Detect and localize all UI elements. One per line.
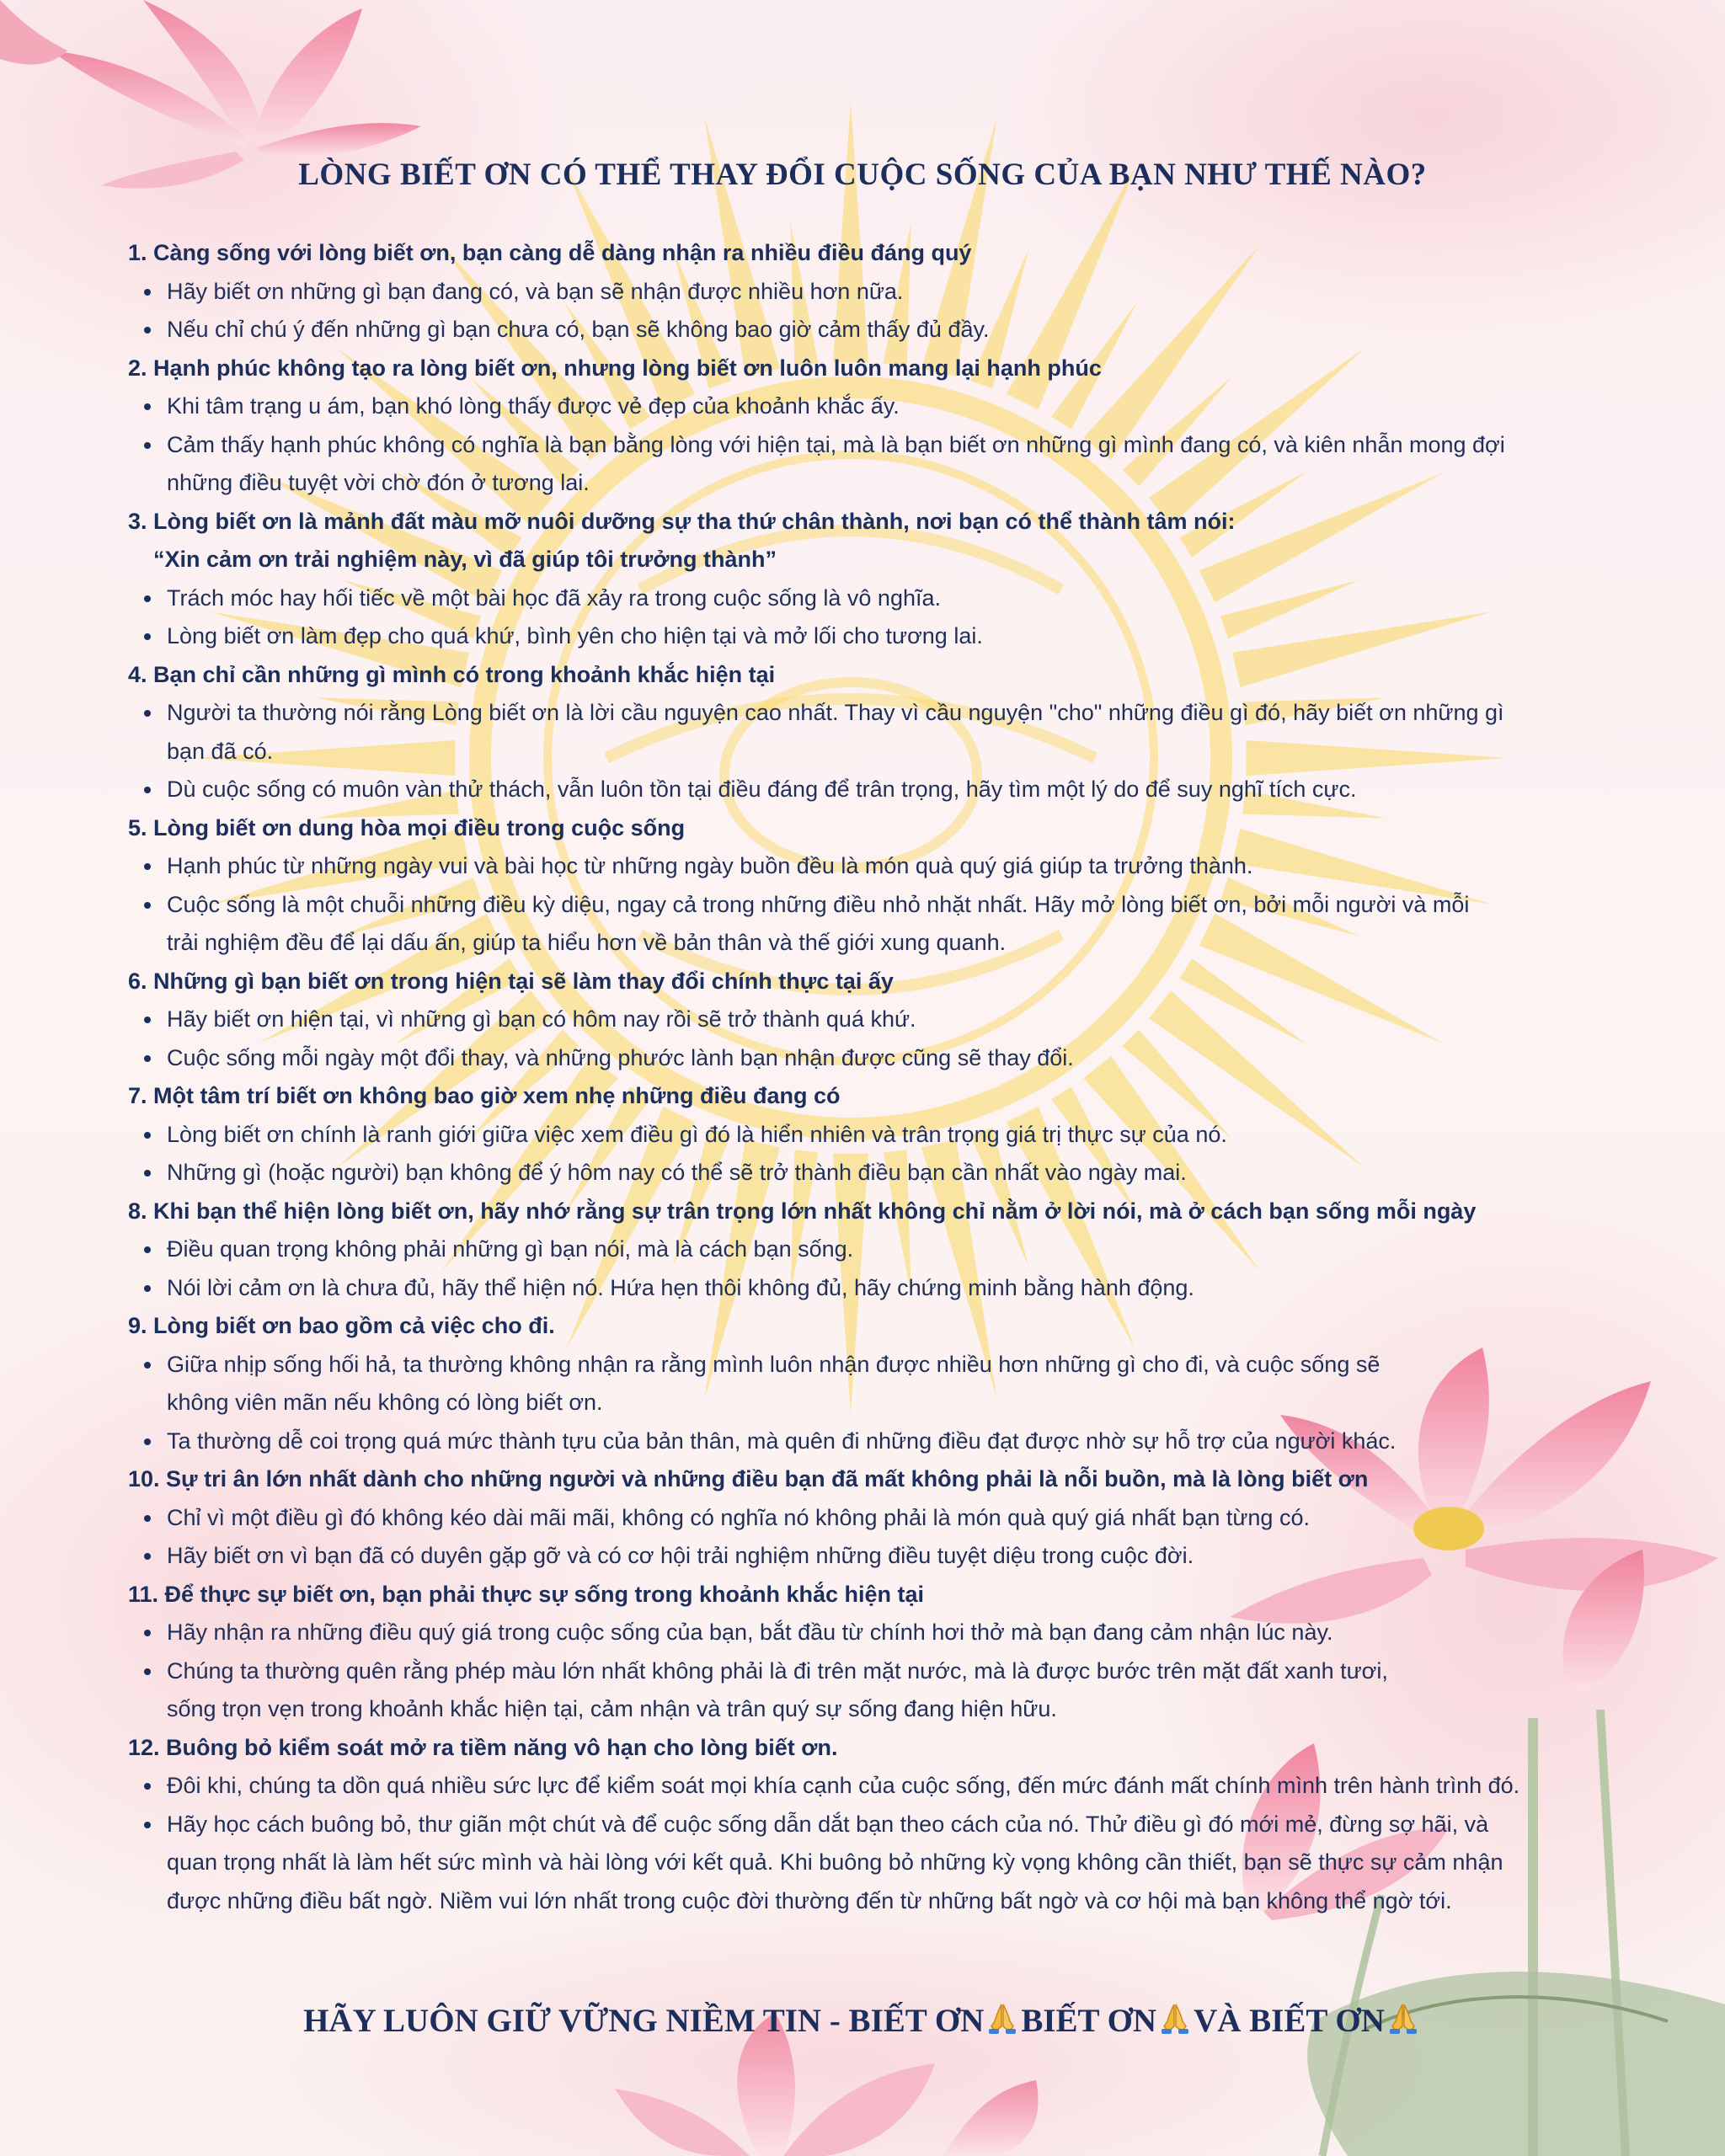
section-heading: 9. Lòng biết ơn bao gồm cả việc cho đi. (128, 1313, 555, 1338)
bullet-item (128, 1346, 1610, 1422)
bullet-line: Lòng biết ơn chính là ranh giới giữa việc xem điều gì đó là hiển nhiên và trân trọng giá trị thực sự của nó. (167, 1121, 1227, 1147)
bullet-line: Lòng biết ơn làm đẹp cho quá khứ, bình yên cho hiện tại và mở lối cho tương lai. (167, 623, 983, 648)
bullet-item (128, 1652, 1610, 1729)
bullet-line: bạn đã có. (167, 738, 274, 764)
bullet-line: Ta thường dễ coi trọng quá mức thành tựu của bản thân, mà quên đi những điều đạt được nhờ sự hỗ trợ của người khác. (167, 1428, 1397, 1454)
bullet-item (128, 1269, 1610, 1308)
bullet-line: Cảm thấy hạnh phúc không có nghĩa là bạn bằng lòng với hiện tại, mà là bạn biết ơn những gì mình đang có, và kiên nhẫn mong đợi (167, 431, 1505, 457)
bullet-line: Dù cuộc sống có muôn vàn thử thách, vẫn luôn tồn tại điều đáng để trân trọng, hãy tìm một lý do để suy nghĩ tích cực. (167, 776, 1357, 802)
bullet-line: Hãy học cách buông bỏ, thư giãn một chút và để cuộc sống dẫn dắt bạn theo cách của nó. Thử điều gì đó mới mẻ, đừng sợ hãi, và (167, 1811, 1489, 1837)
bullet-item (128, 273, 1610, 312)
section-heading: 3. Lòng biết ơn là mảnh đất màu mỡ nuôi dưỡng sự tha thứ chân thành, nơi bạn có thể thành tâm nói: (128, 508, 1236, 534)
section-heading: 11. Để thực sự biết ơn, bạn phải thực sự sống trong khoảnh khắc hiện tại (128, 1581, 925, 1607)
bullet-item (128, 886, 1610, 963)
bullet-line: Nói lời cảm ơn là chưa đủ, hãy thể hiện nó. Hứa hẹn thôi không đủ, hãy chứng minh bằng hành động. (167, 1274, 1194, 1300)
bullet-line: Trách móc hay hối tiếc về một bài học đã xảy ra trong cuộc sống là vô nghĩa. (167, 584, 941, 611)
bullet-line: trải nghiệm đều để lại dấu ấn, giúp ta hiểu hơn về bản thân và thế giới xung quanh. (167, 930, 1007, 955)
bullet-item (128, 1230, 1610, 1269)
page-title: LÒNG BIẾT ƠN CÓ THỂ THAY ĐỔI CUỘC SỐNG CỦA BẠN NHƯ THẾ NÀO? (298, 157, 1427, 192)
bullet-item (128, 771, 1610, 809)
section-heading: 6. Những gì bạn biết ơn trong hiện tại sẽ làm thay đổi chính thực tại ấy (128, 968, 894, 994)
bullet-item (128, 1767, 1610, 1806)
bullet-line: được những điều bất ngờ. Niềm vui lớn nhất trong cuộc đời thường đến từ những bất ngờ và cơ hội mà bạn không thể ngờ tới. (167, 1887, 1452, 1913)
bullet-item (128, 1116, 1610, 1155)
section-heading: 4. Bạn chỉ cần những gì mình có trong khoảnh khắc hiện tại (128, 661, 776, 687)
bullet-line: Người ta thường nói rằng Lòng biết ơn là lời cầu nguyện cao nhất. Thay vì cầu nguyện "cho" những điều gì đó, hãy biết ơn những gì (167, 700, 1504, 725)
bullet-line: Hãy nhận ra những điều quý giá trong cuộc sống của bạn, bắt đầu từ chính hơi thở mà bạn đang cảm nhận lúc này. (167, 1620, 1333, 1645)
bullet-item (128, 1422, 1610, 1461)
bullet-line: những điều tuyệt vời chờ đón ở tương lai. (167, 470, 590, 495)
footer-text-3: VÀ BIẾT ƠN (1194, 2003, 1385, 2039)
praying-hands-icon (985, 2001, 1019, 2043)
bullet-line: Cuộc sống là một chuỗi những điều kỳ diệu, ngay cả trong những điều nhỏ nhặt nhất. Hãy mở lòng biết ơn, bởi mỗi người và mỗi (167, 891, 1470, 917)
bullet-item (128, 387, 1610, 426)
bullet-item (128, 1039, 1610, 1078)
footer-text-1: HÃY LUÔN GIỮ VỮNG NIỀM TIN - BIẾT ƠN (303, 2003, 985, 2039)
bullet-line: Điều quan trọng không phải những gì bạn nói, mà là cách bạn sống. (167, 1236, 854, 1262)
bullet-line: Đôi khi, chúng ta dồn quá nhiều sức lực để kiểm soát mọi khía cạnh của cuộc sống, đến mức đánh mất chính mình trên hành trình đó. (167, 1773, 1520, 1798)
bullet-line: Hãy biết ơn vì bạn đã có duyên gặp gỡ và có cơ hội trải nghiệm những điều tuyệt diệu trong cuộc đời. (167, 1543, 1194, 1568)
footer-text-2: BIẾT ƠN (1021, 2003, 1157, 2039)
section-heading: 2. Hạnh phúc không tạo ra lòng biết ơn, nhưng lòng biết ơn luôn luôn mang lại hạnh phúc (128, 355, 1102, 381)
bullet-line: Hãy biết ơn những gì bạn đang có, và bạn sẽ nhận được nhiều hơn nữa. (167, 278, 904, 304)
bullet-item (128, 847, 1610, 886)
praying-hands-icon (1386, 2001, 1420, 2043)
bullet-item (128, 694, 1610, 771)
bullet-line: Hạnh phúc từ những ngày vui và bài học từ những ngày buồn đều là món quà quý giá giúp ta trưởng thành. (167, 853, 1253, 878)
section-heading: 12. Buông bỏ kiểm soát mở ra tiềm năng vô hạn cho lòng biết ơn. (128, 1734, 838, 1760)
footer-slogan (0, 2001, 1725, 2043)
bullet-line: không viên mãn nếu không có lòng biết ơn. (167, 1390, 603, 1415)
bullet-item (128, 1537, 1610, 1576)
bullet-line: Cuộc sống mỗi ngày một đổi thay, và những phước lành bạn nhận được cũng sẽ thay đổi. (167, 1044, 1074, 1070)
bullet-line: Hãy biết ơn hiện tại, vì những gì bạn có hôm nay rồi sẽ trở thành quá khứ. (167, 1006, 916, 1032)
bullet-item (128, 1614, 1610, 1652)
bullet-item (128, 311, 1610, 350)
bullet-item (128, 617, 1610, 656)
bullet-line: Chỉ vì một điều gì đó không kéo dài mãi mãi, không có nghĩa nó không phải là món quà quý giá nhất bạn từng có. (167, 1504, 1310, 1530)
section-heading-quote: “Xin cảm ơn trải nghiệm này, vì đã giúp tôi trưởng thành” (153, 547, 777, 572)
section-heading: 1. Càng sống với lòng biết ơn, bạn càng dễ dàng nhận ra nhiều điều đáng quý (128, 240, 972, 265)
section-heading: 5. Lòng biết ơn dung hòa mọi điều trong cuộc sống (128, 814, 686, 841)
section-heading: 7. Một tâm trí biết ơn không bao giờ xem nhẹ những điều đang có (128, 1083, 841, 1108)
praying-hands-icon (1158, 2001, 1192, 2043)
bullet-item (128, 1499, 1610, 1538)
bullet-item (128, 426, 1610, 503)
section-heading: 8. Khi bạn thể hiện lòng biết ơn, hãy nhớ rằng sự trân trọng lớn nhất không chỉ nằm ở lời nói, mà ở cách bạn sống mỗi ngày (128, 1198, 1477, 1224)
bullet-line: Giữa nhịp sống hối hả, ta thường không nhận ra rằng mình luôn nhận được nhiều hơn những gì cho đi, và cuộc sống sẽ (167, 1351, 1381, 1377)
bullet-line: quan trọng nhất là làm hết sức mình và hài lòng với kết quả. Khi buông bỏ những kỳ vọng không cần thiết, bạn sẽ thực sự cảm nhận (167, 1849, 1503, 1875)
bullet-line: sống trọn vẹn trong khoảnh khắc hiện tại, cảm nhận và trân quý sự sống đang hiện hữu. (167, 1696, 1057, 1721)
gratitude-list (128, 234, 1610, 1920)
bullet-item (128, 1001, 1610, 1039)
bullet-line: Khi tâm trạng u ám, bạn khó lòng thấy được vẻ đẹp của khoảnh khắc ấy. (167, 393, 900, 419)
bullet-item (128, 1806, 1610, 1921)
section-heading: 10. Sự tri ân lớn nhất dành cho những người và những điều bạn đã mất không phải là nỗi buồn, mà là lòng biết ơn (128, 1466, 1369, 1492)
bullet-item (128, 1154, 1610, 1193)
bullet-line: Những gì (hoặc người) bạn không để ý hôm nay có thể sẽ trở thành điều bạn cần nhất vào ngày mai. (167, 1160, 1187, 1185)
bullet-line: Chúng ta thường quên rằng phép màu lớn nhất không phải là đi trên mặt nước, mà là được bước trên mặt đất xanh tươi, (167, 1657, 1388, 1684)
bullet-item (128, 579, 1610, 618)
bullet-line: Nếu chỉ chú ý đến những gì bạn chưa có, bạn sẽ không bao giờ cảm thấy đủ đầy. (167, 317, 990, 342)
